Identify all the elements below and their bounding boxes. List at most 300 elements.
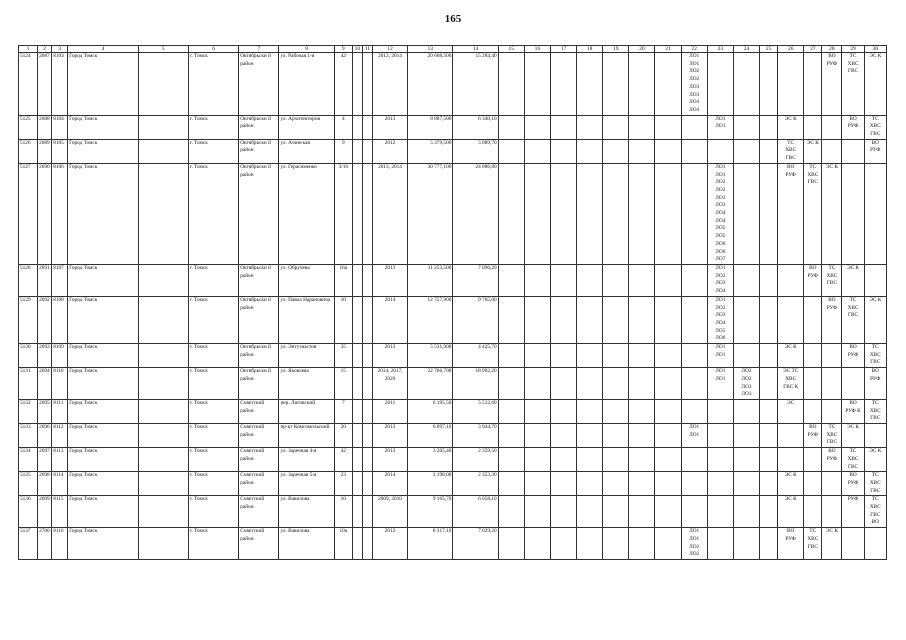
cell-col-30 <box>864 368 886 400</box>
cell-col-6: г. Томск <box>188 296 238 343</box>
cell-col-21 <box>655 163 681 264</box>
cell-line: ЛО1 <box>715 344 726 351</box>
cell-col-23 <box>707 528 733 560</box>
cell-line: ВО <box>871 368 879 375</box>
table-row <box>19 368 887 400</box>
cell-col-3: 8109 <box>52 344 68 368</box>
column-number-26: 26 <box>778 46 804 53</box>
cell-col-12: 2014, 2017, 2020 <box>372 368 407 400</box>
cell-line: ЭС К <box>784 472 797 479</box>
cell-line: РУФ <box>847 496 859 503</box>
cell-line: ЛО4 <box>715 288 726 295</box>
cell-col-5 <box>138 472 188 496</box>
cell-col-9: 42 <box>334 448 352 472</box>
cell-col-14: 3 944,70 <box>453 424 498 448</box>
cell-line: ЛО2 <box>715 304 726 311</box>
cell-line: ТС <box>828 264 836 271</box>
cell-col-14: 7 096,20 <box>453 264 498 296</box>
cell-col-27 <box>804 448 822 472</box>
cell-col-22 <box>681 528 707 560</box>
cell-col-8: пер. Лиговский <box>279 399 334 423</box>
cell-col-20 <box>629 163 655 264</box>
cell-col-17 <box>550 528 576 560</box>
cell-line: ЭС К <box>784 115 797 122</box>
cell-col-1: 5126 <box>19 139 38 163</box>
cell-col-1: 5125 <box>19 115 38 139</box>
cell-col-13: 22 766,700 <box>408 368 453 400</box>
column-number-28: 28 <box>822 46 842 53</box>
column-number-10: 10 <box>352 46 362 53</box>
cell-col-11 <box>362 344 372 368</box>
cell-col-8: ул. Обручева <box>279 264 334 296</box>
cell-line: ЛО6 <box>715 240 726 247</box>
cell-line: ЭС К <box>847 424 859 431</box>
cell-col-10 <box>352 344 362 368</box>
cell-col-10 <box>352 399 362 423</box>
cell-col-28 <box>822 296 842 343</box>
cell-line: ВО <box>787 528 795 535</box>
cell-col-26 <box>778 163 804 264</box>
cell-col-17 <box>550 368 576 400</box>
cell-col-18 <box>577 344 603 368</box>
column-number-14: 14 <box>453 46 498 53</box>
cell-line: ЛО3 <box>715 280 726 287</box>
cell-line: ЛО1 <box>715 163 726 170</box>
cell-col-24 <box>733 115 759 139</box>
cell-col-13: 6 097,10 <box>408 424 453 448</box>
cell-col-8: ул. Заречная 4-я <box>279 448 334 472</box>
cell-col-25 <box>760 528 778 560</box>
cell-col-26 <box>778 399 804 423</box>
cell-col-21 <box>655 264 681 296</box>
cell-col-26 <box>778 53 804 116</box>
cell-col-9: 10а <box>334 528 352 560</box>
cell-col-3: 8111 <box>52 399 68 423</box>
cell-line: ЛО3 <box>715 312 726 319</box>
cell-col-12: 2013 <box>372 115 407 139</box>
cell-col-23 <box>707 368 733 400</box>
cell-line: ВО <box>787 163 795 170</box>
cell-col-3: 8104 <box>52 115 68 139</box>
cell-col-25 <box>760 264 778 296</box>
cell-line: ЛО1 <box>689 424 700 431</box>
cell-col-2: 2687 <box>38 53 52 116</box>
cell-line: ЛО4 <box>715 319 726 326</box>
cell-line: ЛО3 <box>715 202 726 209</box>
cell-col-5 <box>138 368 188 400</box>
table-row <box>19 264 887 296</box>
cell-col-17 <box>550 53 576 116</box>
cell-col-23 <box>707 344 733 368</box>
cell-col-29 <box>842 163 864 264</box>
cell-col-16 <box>524 368 550 400</box>
cell-col-30 <box>864 448 886 472</box>
cell-col-18 <box>577 115 603 139</box>
cell-col-26 <box>778 139 804 163</box>
cell-col-3: 8106 <box>52 163 68 264</box>
cell-line: ЭС <box>787 399 795 406</box>
cell-line: ЭС К <box>825 163 838 170</box>
cell-col-16 <box>524 496 550 528</box>
cell-col-28 <box>822 448 842 472</box>
cell-col-20 <box>629 53 655 116</box>
cell-col-8: ул. Энтузиастов <box>279 344 334 368</box>
cell-col-7: Октябрьски й район <box>239 163 279 264</box>
cell-line: ЛО1 <box>689 431 700 438</box>
cell-col-30 <box>864 139 886 163</box>
cell-line: ЛО1 <box>689 535 700 542</box>
cell-col-2: 2695 <box>38 399 52 423</box>
cell-col-7: Советский район <box>239 528 279 560</box>
cell-col-9: 3/16 <box>334 163 352 264</box>
column-number-11: 11 <box>362 46 372 53</box>
table-row <box>19 528 887 560</box>
cell-col-15 <box>498 424 524 448</box>
cell-col-21 <box>655 496 681 528</box>
cell-col-14: 4 425,70 <box>453 344 498 368</box>
cell-col-20 <box>629 399 655 423</box>
cell-col-5 <box>138 496 188 528</box>
cell-line: ЛО4 <box>715 217 726 224</box>
cell-col-22 <box>681 448 707 472</box>
cell-col-27 <box>804 472 822 496</box>
cell-line: ТС <box>849 448 857 455</box>
cell-line: ТС <box>849 53 857 59</box>
cell-col-20 <box>629 368 655 400</box>
column-number-12: 12 <box>372 46 407 53</box>
cell-line: ВО <box>849 472 857 479</box>
cell-col-3: 8114 <box>52 472 68 496</box>
cell-line: ГВС <box>847 68 859 75</box>
column-number-1: 1 <box>19 46 38 53</box>
cell-col-7: Октябрьски й район <box>239 296 279 343</box>
cell-col-8: ул. Герасименко <box>279 163 334 264</box>
cell-col-8: ул. Вавилова <box>279 496 334 528</box>
cell-col-23 <box>707 424 733 448</box>
cell-col-7: Октябрьски й район <box>239 139 279 163</box>
cell-line: ТС <box>871 344 879 351</box>
cell-col-28 <box>822 528 842 560</box>
cell-col-16 <box>524 528 550 560</box>
cell-col-9: 16а <box>334 264 352 296</box>
cell-line: ЭС К <box>784 496 797 503</box>
cell-col-16 <box>524 448 550 472</box>
cell-col-27 <box>804 53 822 116</box>
cell-col-2: 2700 <box>38 528 52 560</box>
table-row <box>19 115 887 139</box>
cell-col-8: ул. Заречная 5-я <box>279 472 334 496</box>
column-number-2: 2 <box>38 46 52 53</box>
cell-col-28 <box>822 368 842 400</box>
cell-col-4: Город Томск <box>68 344 138 368</box>
cell-line: ЛО3 <box>689 83 700 90</box>
cell-col-28 <box>822 399 842 423</box>
cell-col-4: Город Томск <box>68 472 138 496</box>
cell-col-30 <box>864 472 886 496</box>
cell-line: ЛО5 <box>715 225 726 232</box>
column-number-18: 18 <box>577 46 603 53</box>
cell-col-13: 11 253,500 <box>408 264 453 296</box>
cell-col-5 <box>138 399 188 423</box>
cell-line: ГВС <box>870 415 881 422</box>
cell-col-16 <box>524 53 550 116</box>
cell-col-14: 18 902,20 <box>453 368 498 400</box>
cell-col-19 <box>603 448 629 472</box>
cell-line: ЛО1 <box>715 171 726 178</box>
cell-col-30 <box>864 528 886 560</box>
cell-col-3: 8103 <box>52 53 68 116</box>
cell-line: ВО <box>809 424 817 431</box>
cell-line: ТС <box>871 115 879 122</box>
cell-col-10 <box>352 472 362 496</box>
cell-col-18 <box>577 472 603 496</box>
cell-col-23 <box>707 399 733 423</box>
cell-col-22 <box>681 53 707 116</box>
cell-col-17 <box>550 115 576 139</box>
cell-col-11 <box>362 115 372 139</box>
cell-col-12: 2013 <box>372 448 407 472</box>
cell-col-24 <box>733 163 759 264</box>
cell-col-28 <box>822 472 842 496</box>
cell-col-24 <box>733 496 759 528</box>
cell-col-13: 9 165,70 <box>408 496 453 528</box>
cell-col-25 <box>760 139 778 163</box>
cell-col-15 <box>498 163 524 264</box>
cell-col-21 <box>655 424 681 448</box>
cell-line: ГВС <box>807 543 818 550</box>
cell-col-28 <box>822 115 842 139</box>
cell-col-9: 15 <box>334 368 352 400</box>
cell-col-24 <box>733 368 759 400</box>
cell-col-25 <box>760 368 778 400</box>
page-number: 165 <box>444 13 462 25</box>
cell-col-26 <box>778 496 804 528</box>
cell-col-26 <box>778 296 804 343</box>
cell-col-4: Город Томск <box>68 163 138 264</box>
cell-col-1: 5135 <box>19 472 38 496</box>
cell-col-12: 2012 <box>372 528 407 560</box>
cell-col-4: Город Томск <box>68 264 138 296</box>
cell-line: ЭС ТС <box>783 368 799 375</box>
cell-col-23 <box>707 115 733 139</box>
cell-line: ГВС К <box>783 383 799 390</box>
cell-col-28 <box>822 163 842 264</box>
cell-col-9: 42 <box>334 53 352 116</box>
cell-col-2: 2696 <box>38 424 52 448</box>
cell-col-25 <box>760 115 778 139</box>
cell-col-30 <box>864 115 886 139</box>
column-number-24: 24 <box>733 46 759 53</box>
cell-col-3: 8113 <box>52 448 68 472</box>
cell-col-26 <box>778 115 804 139</box>
cell-col-11 <box>362 528 372 560</box>
cell-line: ВО <box>849 115 857 122</box>
cell-col-22 <box>681 424 707 448</box>
cell-col-14: 2 353,30 <box>453 472 498 496</box>
cell-col-29 <box>842 472 864 496</box>
cell-col-5 <box>138 424 188 448</box>
column-number-20: 20 <box>629 46 655 53</box>
cell-col-19 <box>603 496 629 528</box>
cell-line: ВО <box>849 344 857 351</box>
cell-col-5 <box>138 264 188 296</box>
cell-col-24 <box>733 139 759 163</box>
cell-col-19 <box>603 424 629 448</box>
cell-col-12: 2014 <box>372 472 407 496</box>
column-number-17: 17 <box>550 46 576 53</box>
cell-col-17 <box>550 139 576 163</box>
cell-col-12: 2013 <box>372 264 407 296</box>
cell-col-9: 35 <box>334 344 352 368</box>
cell-col-24 <box>733 472 759 496</box>
column-number-7: 7 <box>239 46 279 53</box>
cell-line: ХВС <box>847 60 859 67</box>
table-row <box>19 399 887 423</box>
cell-col-27 <box>804 344 822 368</box>
cell-col-25 <box>760 399 778 423</box>
cell-col-25 <box>760 344 778 368</box>
cell-line: ЛО1 <box>715 351 726 358</box>
cell-line: ЛО6 <box>715 248 726 255</box>
cell-col-20 <box>629 264 655 296</box>
cell-col-11 <box>362 424 372 448</box>
cell-line: ХВС <box>826 431 838 438</box>
cell-col-24 <box>733 264 759 296</box>
cell-col-20 <box>629 296 655 343</box>
cell-col-12: 2011 <box>372 399 407 423</box>
cell-col-2: 2688 <box>38 115 52 139</box>
cell-col-1: 5129 <box>19 296 38 343</box>
cell-col-15 <box>498 399 524 423</box>
cell-col-22 <box>681 399 707 423</box>
cell-line: ТС <box>787 139 795 146</box>
cell-col-12: 2009, 2010 <box>372 496 407 528</box>
cell-col-26 <box>778 368 804 400</box>
cell-col-23 <box>707 496 733 528</box>
cell-col-3: 8115 <box>52 496 68 528</box>
cell-col-18 <box>577 496 603 528</box>
column-number-8: 8 <box>279 46 334 53</box>
cell-col-9: 10 <box>334 496 352 528</box>
cell-col-29 <box>842 139 864 163</box>
cell-col-16 <box>524 115 550 139</box>
cell-line: ЭС К <box>847 264 859 271</box>
register-body <box>19 53 887 560</box>
cell-line: РУФ К <box>845 407 861 414</box>
cell-col-8: ул. Яковлева <box>279 368 334 400</box>
cell-col-5 <box>138 528 188 560</box>
cell-line: ХВС <box>826 272 838 279</box>
cell-col-7: Советский район <box>239 424 279 448</box>
cell-col-18 <box>577 424 603 448</box>
cell-col-10 <box>352 528 362 560</box>
cell-line: ЛО1 <box>715 123 726 130</box>
cell-col-11 <box>362 496 372 528</box>
cell-col-19 <box>603 264 629 296</box>
cell-col-11 <box>362 53 372 116</box>
cell-col-25 <box>760 496 778 528</box>
cell-col-15 <box>498 139 524 163</box>
cell-col-14: 5 089,70 <box>453 139 498 163</box>
cell-col-9: 4 <box>334 115 352 139</box>
cell-col-7: Советский район <box>239 496 279 528</box>
cell-col-29 <box>842 424 864 448</box>
cell-col-6: г. Томск <box>188 424 238 448</box>
cell-line: ЭС К <box>869 448 882 455</box>
cell-col-17 <box>550 496 576 528</box>
cell-col-4: Город Томск <box>68 399 138 423</box>
cell-col-26 <box>778 264 804 296</box>
cell-col-22 <box>681 472 707 496</box>
cell-line: ЛО7 <box>715 256 726 263</box>
cell-col-11 <box>362 399 372 423</box>
cell-line: ЛО2 <box>715 186 726 193</box>
cell-col-21 <box>655 115 681 139</box>
cell-col-6: г. Томск <box>188 496 238 528</box>
cell-col-6: г. Томск <box>188 163 238 264</box>
cell-col-15 <box>498 264 524 296</box>
cell-col-13: 5 531,900 <box>408 344 453 368</box>
cell-line: ЛО2 <box>715 179 726 186</box>
cell-col-17 <box>550 296 576 343</box>
cell-col-13: 3 198,00 <box>408 472 453 496</box>
cell-col-7: Октябрьски й район <box>239 115 279 139</box>
cell-col-15 <box>498 472 524 496</box>
column-number-9: 9 <box>334 46 352 53</box>
cell-col-22 <box>681 344 707 368</box>
cell-line: ЭС К <box>869 296 882 303</box>
cell-col-18 <box>577 264 603 296</box>
column-number-4: 4 <box>68 46 138 53</box>
cell-col-22 <box>681 115 707 139</box>
cell-line: РУФ <box>826 60 838 67</box>
cell-line: РУФ <box>785 171 796 178</box>
cell-col-6: г. Томск <box>188 344 238 368</box>
cell-col-11 <box>362 163 372 264</box>
cell-col-25 <box>760 472 778 496</box>
cell-col-7: Октябрьски й район <box>239 264 279 296</box>
cell-col-20 <box>629 528 655 560</box>
cell-col-14: 9 765,00 <box>453 296 498 343</box>
cell-col-9: 20 <box>334 424 352 448</box>
cell-col-12: 2013, 2014 <box>372 163 407 264</box>
cell-col-2: 2692 <box>38 296 52 343</box>
cell-line: ЛО5 <box>715 327 726 334</box>
cell-col-5 <box>138 139 188 163</box>
cell-col-3: 8116 <box>52 528 68 560</box>
column-number-13: 13 <box>408 46 453 53</box>
cell-col-20 <box>629 115 655 139</box>
cell-col-23 <box>707 296 733 343</box>
cell-col-4: Город Томск <box>68 115 138 139</box>
cell-col-21 <box>655 139 681 163</box>
cell-col-2: 2691 <box>38 264 52 296</box>
cell-col-17 <box>550 264 576 296</box>
table-row <box>19 344 887 368</box>
cell-col-21 <box>655 448 681 472</box>
cell-col-19 <box>603 163 629 264</box>
cell-col-6: г. Томск <box>188 399 238 423</box>
cell-col-22 <box>681 368 707 400</box>
cell-col-24 <box>733 424 759 448</box>
cell-col-22 <box>681 496 707 528</box>
cell-line: ГВС <box>826 280 837 287</box>
cell-line: ТС <box>871 472 879 479</box>
cell-line: ГВС <box>870 511 881 518</box>
cell-col-22 <box>681 139 707 163</box>
column-number-15: 15 <box>498 46 524 53</box>
cell-col-6: г. Томск <box>188 368 238 400</box>
